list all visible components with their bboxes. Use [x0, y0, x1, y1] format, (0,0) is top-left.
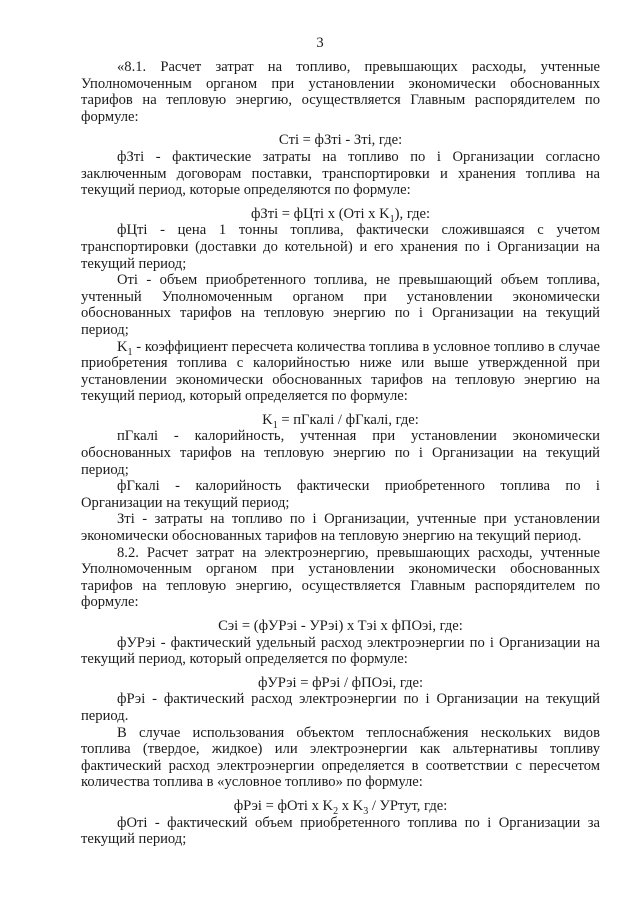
definition-pgkal: пГкалi - калорийность, учтенная при установлении экономически обоснованных тарифов на тепловую энергию по i Организации на текущий период;: [81, 428, 600, 478]
definition-k1: [81, 339, 600, 405]
definition-k1-symbol: K: [117, 338, 128, 355]
subscript: 3: [363, 805, 369, 817]
page-number: 3: [316, 35, 324, 51]
definition-ot: Oтi - объем приобретенного топлива, не превышающий объем топлива, учтенный Уполномоченным органом при установлении экономически обоснованных тарифов на тепловую энергию по i Организации на текущий период;: [81, 272, 600, 338]
formula-k1: [81, 412, 600, 429]
subscript: 1: [389, 213, 395, 225]
definition-fzt: фЗтi - фактические затраты на топливо по i Организации согласно заключенным договорам поставки, транспортировки и хранения топлива на текущий период, которые определяются по формуле:: [81, 148, 600, 199]
definition-fot: фOтi - фактический объем приобретенного топлива по i Организации за текущий период;: [81, 814, 600, 848]
definition-fgkal: фГкалi - калорийность фактически приобретенного топлива по i Организации на текущий период;: [81, 478, 600, 511]
definition-fure: фУРэi - фактический удельный расход электроэнергии по i Организации на текущий период, который определяется по формуле:: [81, 634, 600, 668]
subscript: 1: [127, 346, 133, 358]
formula-ce: Cэi = (фУРэi - УРэi) x Tэi x фПОэi, где:: [218, 618, 463, 634]
formula-k1-start: K: [262, 411, 273, 428]
formula-fre-mid: x K: [338, 797, 364, 814]
subscript: 2: [333, 805, 339, 817]
paragraph-8-1: «8.1. Расчет затрат на топливо, превышающих расходы, учтенные Уполномоченным органом при установлении экономически обоснованных тарифов на тепловую энергию, осуществляется Главным распорядителем по формуле:: [81, 59, 600, 125]
paragraph-8-2: 8.2. Расчет затрат на электроэнергию, превышающих расходы, учтенные Уполномоченным органом при установлении экономически обоснованных тарифов на тепловую энергию, осуществляется Главным распорядителем по формуле:: [81, 544, 600, 611]
formula-k1-end: = пГкалi / фГкалi, где:: [277, 411, 419, 428]
formula-fre: [81, 798, 600, 815]
definition-fre: фРэi - фактический расход электроэнергии по i Организации на текущий период.: [81, 691, 600, 724]
formula-fre-end: / УРтут, где:: [368, 797, 448, 814]
formula-fure: фУРэi = фРэi / фПОэi, где:: [257, 674, 424, 691]
paragraph-alternative-fuel: В случае использования объектом теплоснабжения нескольких видов топлива (твердое, жидкое) или электроэнергии как альтернативы топливу фактический расход электроэнергии определяется в соответствии с пересчетом количества топлива в «условное топливо» по формуле:: [81, 724, 600, 791]
formula-fzt: [81, 206, 600, 223]
definition-zt: Зтi - затраты на топливо по i Организации, учтенные при установлении экономически обоснованных тарифов на тепловую энергию на текущий период.: [81, 511, 600, 545]
subscript: 1: [272, 419, 278, 431]
formula-ct: Cтi = фЗтi - Зтi, где:: [278, 132, 403, 149]
definition-fct: фЦтi - цена 1 тонны топлива, фактически сложившаяся с учетом транспортировки (доставки до котельной) и его хранения по i Организации на текущий период;: [81, 222, 600, 272]
formula-fzt-start: фЗтi = фЦтi x (Oтi x K: [250, 205, 390, 222]
document-body: [81, 59, 600, 848]
formula-fre-start: фРэi = фOтi x K: [233, 797, 334, 814]
definition-k1-text: - коэффициент пересчета количества топлива в условное топливо в случае приобретения топлива с калорийностью ниже или выше утвержденной при установлении экономически обоснованных тарифов на тепловую энергию на текущий период, который определяется по формуле:: [81, 338, 600, 405]
formula-fzt-end: ), где:: [394, 205, 431, 222]
